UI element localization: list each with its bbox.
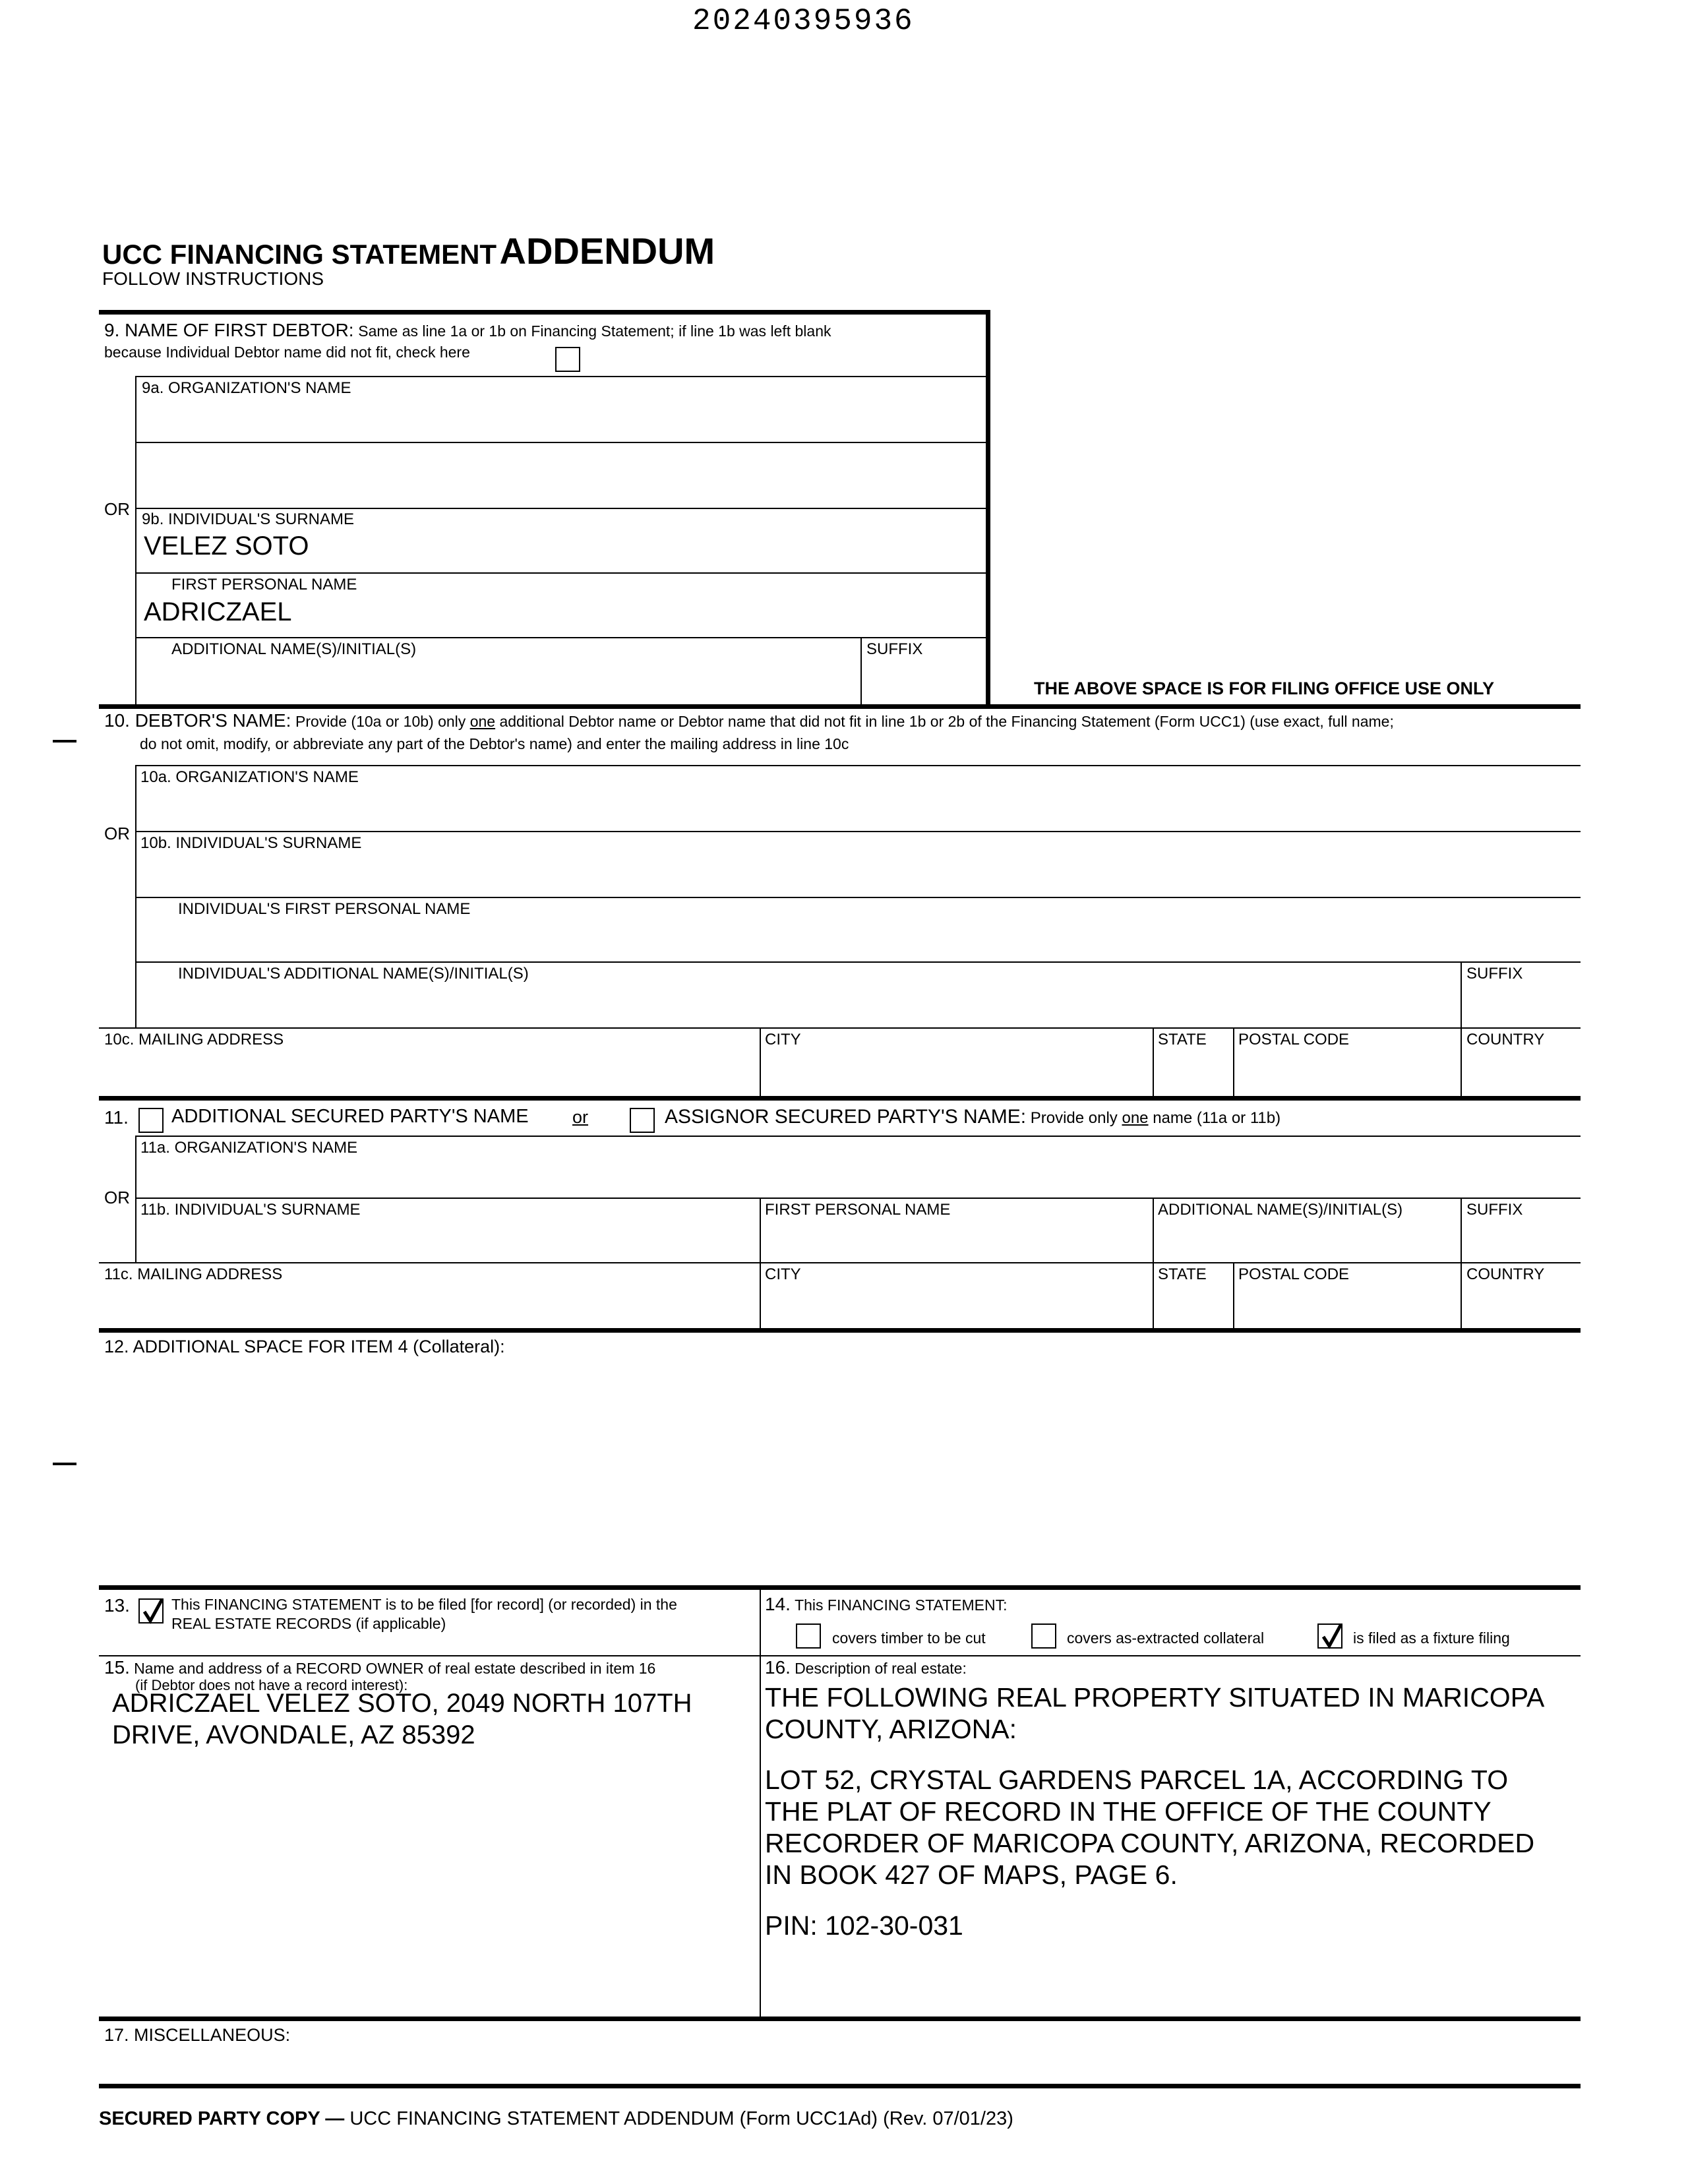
section11c-div-city [760,1262,761,1328]
section11-note-b: name (11a or 11b) [1148,1109,1281,1127]
section10c-country-label: COUNTRY [1466,1031,1545,1048]
section10c-state-label: STATE [1158,1031,1207,1048]
section17-top-rule [99,2017,1581,2021]
section10-note-b: additional Debtor name or Debtor name that did not fit in line 1b or 2b of the Financing Statement (Form UCC1) (use exact, full name; [495,713,1394,730]
fixture-filing-label: is filed as a fixture filing [1353,1629,1510,1647]
section9-label-note-2: because Individual Debtor name did not fit, check here [104,344,470,361]
section9a-mid [135,442,986,443]
section10c-div-city [760,1027,761,1096]
section13-14-divider [760,1589,761,2018]
section10b-top [135,831,1581,832]
section13-checkbox[interactable] [138,1598,164,1623]
section10-left-rule [135,765,136,1027]
section11c-div-country [1461,1262,1462,1328]
section11c-label: 11c. MAILING ADDRESS [104,1265,283,1283]
section11-note-a: Provide only [1030,1109,1122,1127]
section15-label-num: 15. [104,1657,130,1678]
section10-add-top [135,961,1581,963]
section9-first-label: FIRST PERSONAL NAME [171,576,357,593]
section10-note-2: do not omit, modify, or abbreviate any part of the Debtor's name) and enter the mailing address in line 10c [140,735,849,752]
section17-label: 17. MISCELLANEOUS: [104,2025,291,2045]
section10c-city-label: CITY [765,1031,801,1048]
section10-label-bold: 10. DEBTOR'S NAME: [104,710,291,731]
section11a-top [135,1136,1581,1137]
section9-suffix-divider [860,637,862,708]
section16-label-num: 16. [765,1657,791,1678]
section10c-div-postal [1233,1027,1234,1096]
fixture-filing-checkbox[interactable] [1317,1623,1342,1649]
section10-note-a: Provide (10a or 10b) only [295,713,470,730]
section15-label-text: Name and address of a RECORD OWNER of real estate described in item 16 [134,1660,656,1677]
section9-first-top [135,572,986,574]
timber-label: covers timber to be cut [832,1629,986,1647]
section9-left-rule [135,376,136,708]
section9-suffix-label: SUFFIX [866,640,923,658]
section13-text-2: REAL ESTATE RECORDS (if applicable) [171,1615,446,1632]
section10c-label: 10c. MAILING ADDRESS [104,1031,284,1048]
description-line: RECORDER OF MARICOPA COUNTY, ARIZONA, RECORDED [765,1828,1535,1858]
section10-first-label: INDIVIDUAL'S FIRST PERSONAL NAME [178,900,471,918]
section10-top-rule [99,704,1581,709]
checkmark-icon [141,1597,165,1625]
section10a-label: 10a. ORGANIZATION'S NAME [140,768,359,786]
timber-checkbox[interactable] [796,1623,821,1649]
section11-left-rule [135,1136,136,1262]
as-extracted-checkbox[interactable] [1031,1623,1056,1649]
follow-instructions: FOLLOW INSTRUCTIONS [102,268,324,289]
section10a-top [135,765,1581,766]
description-line [765,1745,1544,1764]
debtor-surname: VELEZ SOTO [144,531,309,561]
section10-first-top [135,897,1581,898]
description-line: PIN: 102-30-031 [765,1910,963,1941]
section11-top-rule [99,1096,1581,1101]
assignor-secured-party-checkbox[interactable] [630,1108,655,1133]
section9-check-box[interactable] [555,347,580,372]
section11-or-side: OR [104,1188,130,1207]
section10c-div-state [1153,1027,1154,1096]
section13-num: 13. [104,1595,130,1616]
section10-suffix-label: SUFFIX [1466,965,1523,983]
section11c-state-label: STATE [1158,1265,1207,1283]
section11-additional-label: ADDITIONAL SECURED PARTY'S NAME [171,1106,529,1127]
section10c-div-country [1461,1027,1462,1096]
section11c-div-state [1153,1262,1154,1328]
section9-additional-label: ADDITIONAL NAME(S)/INITIAL(S) [171,640,417,658]
section11b-first-label: FIRST PERSONAL NAME [765,1201,951,1219]
section9b-label: 9b. INDIVIDUAL'S SURNAME [142,510,354,528]
section10-suffix-divider [1461,961,1462,1027]
section11-num: 11. [104,1107,129,1128]
section11b-div-suffix [1461,1198,1462,1262]
section9-label [104,320,831,341]
section13-text-1: This FINANCING STATEMENT is to be filed [for record] (or recorded) in the [171,1596,677,1613]
section13-top-rule [99,1585,1581,1590]
section11-assignor [665,1106,1281,1128]
real-estate-description [765,1682,1544,1941]
description-line [765,1891,1544,1910]
description-line: THE FOLLOWING REAL PROPERTY SITUATED IN MARICOPA [765,1682,1545,1713]
section10-or: OR [104,824,130,843]
section11b-additional-label: ADDITIONAL NAME(S)/INITIAL(S) [1158,1201,1403,1219]
section9-label-bold: 9. NAME OF FIRST DEBTOR: [104,320,354,340]
section11c-top [99,1262,1581,1263]
section10c-postal-label: POSTAL CODE [1238,1031,1350,1048]
description-line: THE PLAT OF RECORD IN THE OFFICE OF THE COUNTY [765,1796,1492,1827]
as-extracted-label: covers as-extracted collateral [1067,1629,1265,1647]
section9a-label: 9a. ORGANIZATION'S NAME [142,379,351,397]
section9b-top [135,508,986,509]
form-title-addendum: ADDENDUM [499,230,715,272]
section14-label [765,1594,1008,1615]
description-line: IN BOOK 427 OF MAPS, PAGE 6. [765,1860,1178,1890]
footer-bold: SECURED PARTY COPY — [99,2108,345,2129]
record-owner-line-1: ADRICZAEL VELEZ SOTO, 2049 NORTH 107TH [112,1689,692,1718]
section11c-div-postal [1233,1262,1234,1328]
footer [99,2109,1013,2130]
section10b-label: 10b. INDIVIDUAL'S SURNAME [140,834,362,852]
section9-add-top [135,637,986,638]
checkmark-icon [1320,1622,1344,1650]
additional-secured-party-checkbox[interactable] [138,1108,164,1133]
section11a-label: 11a. ORGANIZATION'S NAME [140,1139,358,1157]
footer-rule [99,2084,1581,2088]
form-title [102,229,715,272]
record-owner-line-2: DRIVE, AVONDALE, AZ 85392 [112,1720,475,1749]
description-line: LOT 52, CRYSTAL GARDENS PARCEL 1A, ACCORDING TO [765,1765,1509,1795]
section11b-div-add [1153,1198,1154,1262]
section14-label-num: 14. [765,1594,791,1614]
section11-or: or [572,1107,589,1127]
section9a-top [135,376,986,377]
section12-label: 12. ADDITIONAL SPACE FOR ITEM 4 (Collateral): [104,1337,505,1356]
section11b-top [135,1198,1581,1199]
section12-top-rule [99,1328,1581,1333]
section15-label-2: (if Debtor does not have a record interest): [135,1677,408,1693]
section15-top-rule [99,1655,1581,1656]
section11-note-one: one [1122,1109,1149,1127]
section9-label-note: Same as line 1a or 1b on Financing Statement; if line 1b was left blank [358,322,831,340]
section9-right-rule [986,310,990,708]
section14-label-text: This FINANCING STATEMENT: [795,1596,1008,1614]
section9-top-rule [99,310,990,315]
section10-label [104,711,1394,731]
footer-text: UCC FINANCING STATEMENT ADDENDUM (Form UCC1Ad) (Rev. 07/01/23) [349,2108,1013,2129]
section11b-suffix-label: SUFFIX [1466,1201,1523,1219]
document-number: 20240395936 [692,4,915,38]
section11c-country-label: COUNTRY [1466,1265,1545,1283]
section15-label [104,1658,655,1678]
debtor-first-name: ADRICZAEL [144,597,292,626]
section10-additional-label: INDIVIDUAL'S ADDITIONAL NAME(S)/INITIAL(S) [178,965,529,983]
section9-or: OR [104,499,130,519]
form-title-main: UCC FINANCING STATEMENT [102,239,497,270]
description-line: COUNTY, ARIZONA: [765,1714,1017,1744]
section16-label [765,1658,967,1678]
margin-mark-1 [53,740,76,743]
section11b-label: 11b. INDIVIDUAL'S SURNAME [140,1201,361,1219]
margin-mark-2 [53,1463,76,1465]
section11b-div-first [760,1198,761,1262]
section11c-postal-label: POSTAL CODE [1238,1265,1350,1283]
section10c-top [99,1027,1581,1029]
filing-office-note: THE ABOVE SPACE IS FOR FILING OFFICE USE ONLY [1034,679,1495,698]
section10-note-one: one [469,713,496,730]
section11c-city-label: CITY [765,1265,801,1283]
section11-assignor-label: ASSIGNOR SECURED PARTY'S NAME: [665,1106,1027,1128]
section16-label-text: Description of real estate: [795,1660,967,1677]
